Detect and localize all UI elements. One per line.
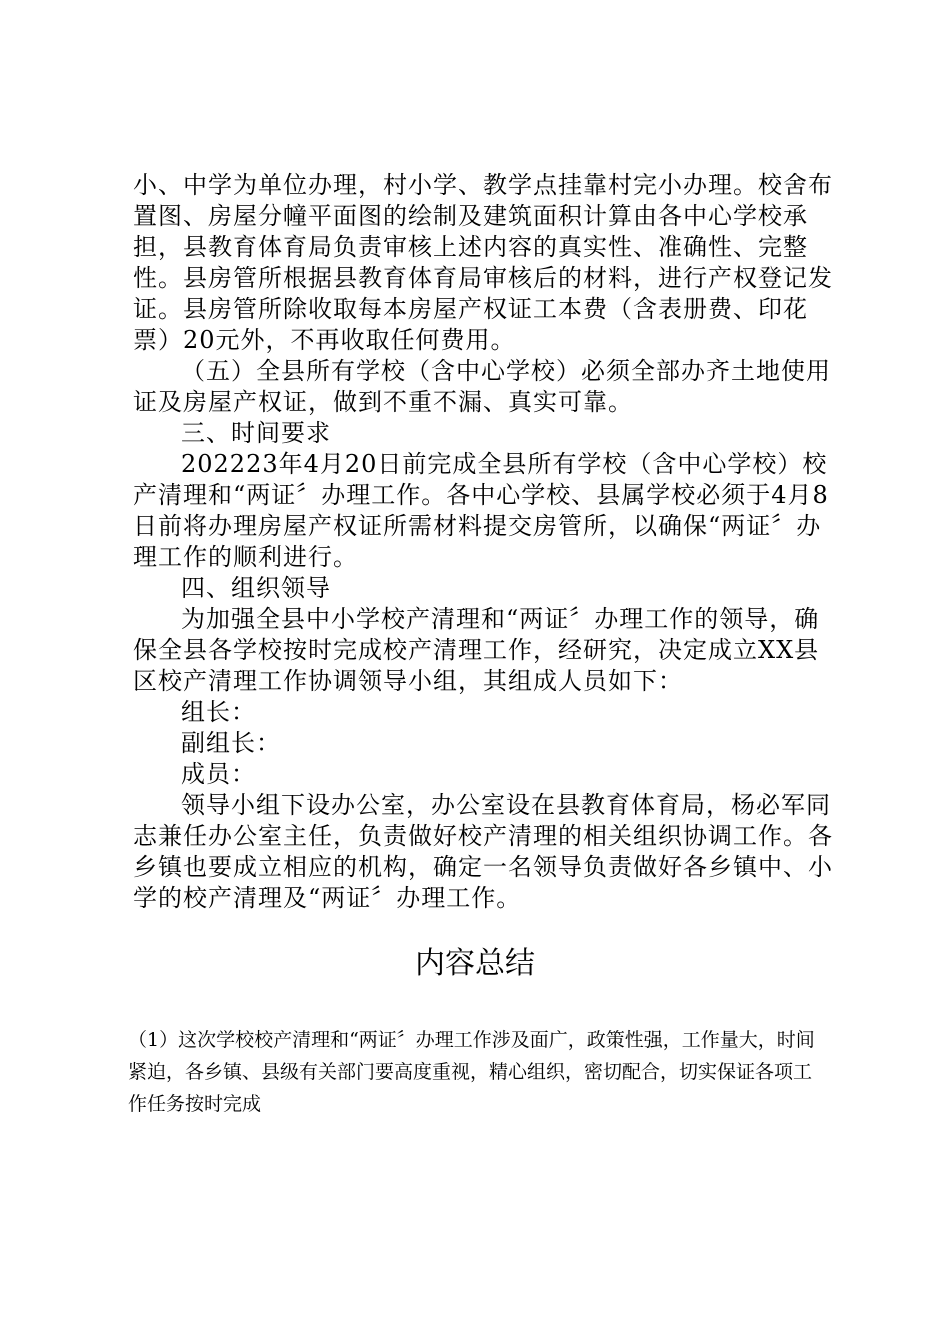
body-paragraph-leadership-group: 为加强全县中小学校产清理和“两证〞办理工作的领导，确保全县各学校按时完成校产清理工作，经研究，决定成立XX县区校产清理工作协调领导小组，其组成人员如下： (133, 605, 820, 695)
group-leader-line: 组长： (181, 698, 256, 726)
document-body (133, 170, 833, 914)
members-line: 成员： (181, 760, 256, 788)
body-paragraph-continuation: 小、中学为单位办理，村小学、教学点挂靠村完小办理。校舍布置图、房屋分幢平面图的绘制及建筑面积计算由各中心学校承担，县教育体育局负责审核上述内容的真实性、准确性、完整性。县房管所根据县教育体育局审核后的材料，进行产权登记发证。县房管所除收取每本房屋产权证工本费（含表册费、印花票）20元外，不再收取任何费用。 (133, 171, 833, 354)
summary-text: （1）这次学校校产清理和“两证〞办理工作涉及面广，政策性强，工作量大，时间紧迫，各乡镇、县级有关部门要高度重视，精心组织，密切配合，切实保证各项工作任务按时完成 (128, 1029, 815, 1115)
section-heading-organization: 四、组织领导 (181, 574, 331, 602)
section-heading-time-requirements: 三、时间要求 (181, 419, 331, 447)
deputy-leader-line: 副组长： (181, 729, 281, 757)
body-paragraph-office: 领导小组下设办公室，办公室设在县教育体育局，杨必军同志兼任办公室主任，负责做好校产清理的相关组织协调工作。各乡镇也要成立相应的机构，确定一名领导负责做好各乡镇中、小学的校产清理及“两证〞办理工作。 (133, 791, 833, 912)
body-paragraph-deadline: 202223年4月20日前完成全县所有学校（含中心学校）校产清理和“两证〞办理工作。各中心学校、县属学校必须于4月8日前将办理房屋产权证所需材料提交房管所，以确保“两证〞办理工作的顺利进行。 (133, 450, 829, 571)
summary-title: 内容总结 (415, 946, 535, 981)
body-paragraph-item-five: （五）全县所有学校（含中心学校）必须全部办齐土地使用证及房屋产权证，做到不重不漏、真实可靠。 (133, 357, 831, 416)
